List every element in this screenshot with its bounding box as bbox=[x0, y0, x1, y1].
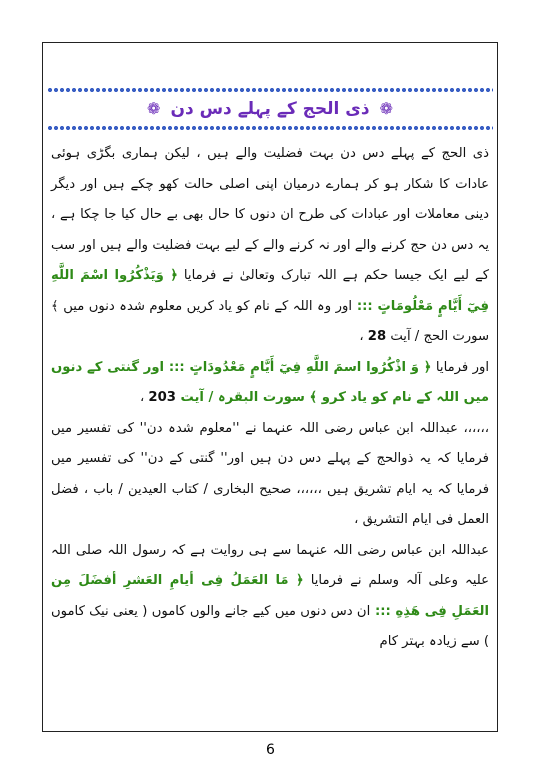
flourish-icon: ❁ bbox=[147, 98, 161, 118]
text-run: عبداللہ ابن عباس رضی اللہ عنہما سے ہی روایت ہے کہ رسول اللہ صلی اللہ علیہ وعلی آلہ وسلم نے فرمایا bbox=[51, 542, 489, 588]
text-run: ، bbox=[139, 390, 149, 405]
verse-number: 203 bbox=[148, 390, 176, 405]
text-run: اور فرمایا bbox=[431, 359, 490, 375]
verse-number: 28 bbox=[367, 329, 387, 344]
paragraph-1 bbox=[51, 139, 489, 353]
text-run: اور وہ اللہ کے نام کو یاد کریں معلوم شدہ دنوں میں ﴾ سورت الحج / آیت bbox=[51, 298, 489, 344]
paragraph-3 bbox=[51, 414, 489, 536]
page-number: 6 bbox=[266, 742, 275, 758]
hadith-text: ﴿ مَا العَمَلُ فِى أيامِ العَشرِ أفضَلَ مِن العَمَلِ فِى هَذِهِ ::: bbox=[51, 573, 489, 619]
flourish-icon: ❁ bbox=[379, 98, 393, 118]
page-frame bbox=[42, 42, 498, 732]
text-run: ،،،،،، عبداللہ ابن عباس رضی اللہ عنہما نے ''معلوم شدہ دن'' کی تفسیر میں فرمایا کہ یہ ذوالحج کے پہلے دس دن ہیں اور'' گنتی کے دن'' کی تفسیر میں فرمایا کہ یہ ایام تشریق ہیں ،،،،،، صحیح البخاری / کتاب العیدین / باب ، فضل العمل فی ایام التشریق ، bbox=[51, 420, 489, 527]
text-run: ، bbox=[359, 329, 368, 344]
quran-verse: ﴿ وَيَذْكُرُوا اسْمَ اللَّهِ فِيٓ أَيَّامٍ مَعْلُومَاتٍ ::: bbox=[51, 268, 489, 314]
body-text bbox=[51, 139, 489, 731]
paragraph-2 bbox=[51, 353, 489, 414]
heading-title: ذی الحج کے پہلے دس دن bbox=[170, 98, 370, 119]
bottom-dotted-border bbox=[47, 125, 493, 131]
quran-verse: ﴿ وَ اذْكُرُوا اسمَ اللَّهِ فِيٓ أَيَّامٍ مَعْدُودَاتٍ ::: bbox=[164, 359, 432, 375]
page-heading bbox=[49, 93, 491, 123]
paragraph-4 bbox=[51, 536, 489, 658]
verse-translation: اور گنتی کے دنوں میں اللہ کے نام کو یاد کرو ﴾ سورت البقرہ / آیت bbox=[51, 359, 489, 405]
text-run: ذی الحج کے پہلے دس دن بہت فضلیت والے ہیں ، لیکن ہماری بگڑی ہوئی عادات کا شکار ہو کر ہمارے درمیان اپنی اصلی حالت کھو چکے ہیں اور دیگر دینی معاملات اور عبادات کی طرح ان دنوں کا حال بھی بے حال کیا جا چکا ہے ، یہ دس دن حج کرنے والے اور نہ کرنے والے کے لیے بہت فضلیت والے ہیں اور سب کے لیے ایک جیسا حکم ہے اللہ تبارک وتعالیٰ نے فرمایا bbox=[51, 146, 489, 283]
text-run: ان دس دنوں میں کیے جانے والوں کاموں ( یعنی نیک کاموں ) سے زیادہ بہتر کام bbox=[51, 603, 489, 649]
